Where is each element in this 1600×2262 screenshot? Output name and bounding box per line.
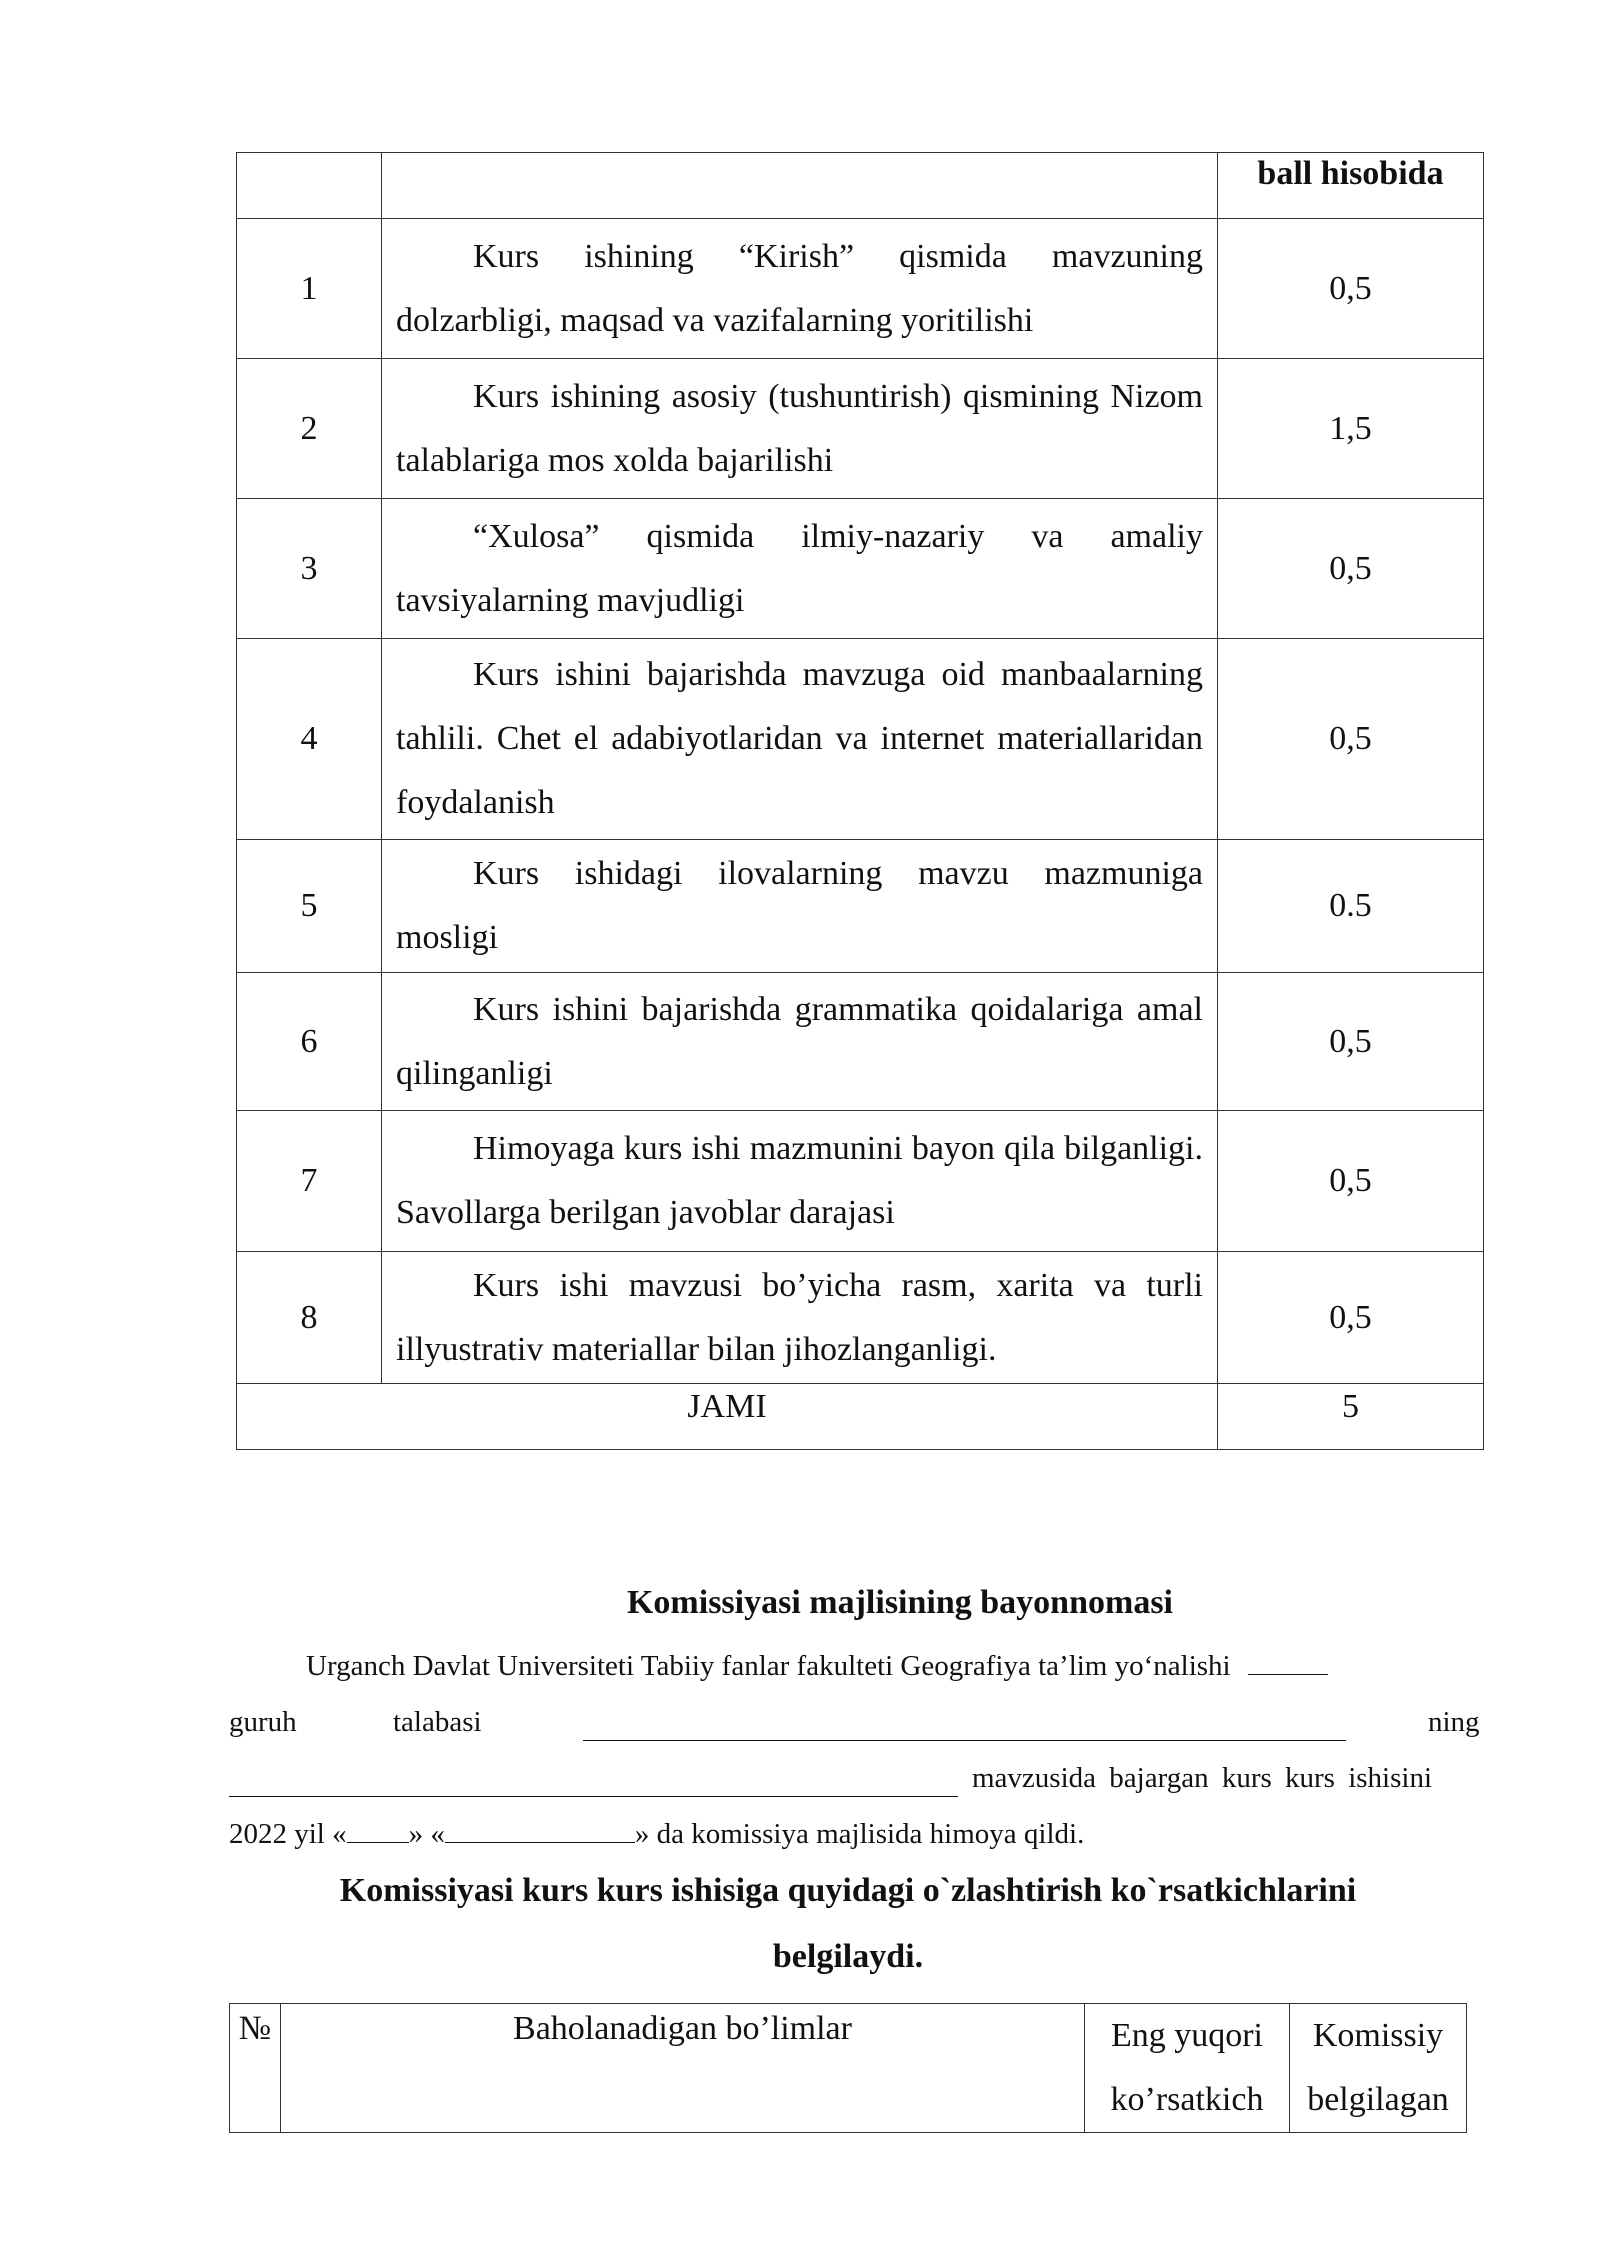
criterion-text: Kurs ishining “Kirish” qismida mavzuning dolzarbligi, maqsad va vazifalarning yoritilishi	[396, 237, 1203, 339]
student-label: talabasi	[393, 1706, 482, 1738]
direction-blank	[1248, 1650, 1328, 1675]
criterion-text: Kurs ishidagi ilovalarning mavzu mazmuniga mosligi	[396, 855, 1203, 956]
criterion-text: Kurs ishi mavzusi bo’yicha rasm, xarita va turli illyustrativ materiallar bilan jihozlanganligi.	[396, 1266, 1203, 1368]
score-cell: 0,5	[1218, 499, 1484, 639]
header-score-cell: ball hisobida	[1218, 153, 1484, 219]
date-suffix: » da komissiya majlisida himoya qildi.	[634, 1818, 1085, 1850]
score-cell: 0.5	[1218, 840, 1484, 973]
topic-text: mavzusida bajargan kurs kurs ishisini	[972, 1762, 1433, 1794]
protocol-line-3	[972, 1762, 1432, 1795]
row-number: 1	[237, 219, 382, 359]
score-cell: 0,5	[1218, 973, 1484, 1111]
criteria-header-row	[237, 153, 1484, 219]
score-cell: 0,5	[1218, 219, 1484, 359]
student-label-wrap	[393, 1706, 482, 1739]
criterion-cell	[382, 973, 1218, 1111]
criterion-text: Kurs ishini bajarishda mavzuga oid manbaalarning tahlili. Chet el adabiyotlaridan va internet materiallaridan foydalanish	[396, 656, 1203, 821]
row-number: 4	[237, 639, 382, 840]
criterion-cell	[382, 639, 1218, 840]
student-name-blank	[583, 1716, 1346, 1741]
table-row	[237, 359, 1484, 499]
row-number: 8	[237, 1252, 382, 1384]
score-cell: 0,5	[1218, 1111, 1484, 1252]
protocol-line-4	[229, 1818, 1084, 1851]
criterion-text: “Xulosa” qismida ilmiy-nazariy va amaliy tavsiyalarning mavjudligi	[396, 517, 1203, 619]
date-mid: » «	[408, 1818, 445, 1850]
date-prefix: 2022 yil «	[229, 1818, 347, 1850]
table-row	[237, 499, 1484, 639]
col-sections-header: Baholanadigan bo’limlar	[281, 2004, 1085, 2133]
university-text: Urganch Davlat Universiteti Tabiiy fanlar fakulteti Geografiya ta’lim yo‘nalishi	[306, 1650, 1231, 1682]
total-row	[237, 1384, 1484, 1450]
criterion-text: Himoyaga kurs ishi mazmunini bayon qila bilganligi. Savollarga berilgan javoblar darajasi	[396, 1130, 1203, 1231]
row-number: 7	[237, 1111, 382, 1252]
protocol-line-2	[229, 1706, 297, 1739]
score-cell: 0,5	[1218, 1252, 1484, 1384]
table-row	[237, 1252, 1484, 1384]
row-number: 6	[237, 973, 382, 1111]
score-cell: 0,5	[1218, 639, 1484, 840]
criterion-cell	[382, 1111, 1218, 1252]
criterion-text: Kurs ishini bajarishda grammatika qoidalariga amal qilinganligi	[396, 990, 1203, 1092]
table-row	[237, 1111, 1484, 1252]
criterion-text: Kurs ishining asosiy (tushuntirish) qismining Nizom talablariga mos xolda bajarilishi	[396, 377, 1203, 479]
total-label: JAMI	[237, 1384, 1218, 1450]
table-row	[237, 973, 1484, 1111]
criterion-cell	[382, 1252, 1218, 1384]
row-number: 3	[237, 499, 382, 639]
protocol-title: Komissiyasi majlisining bayonnomasi	[626, 1584, 1173, 1621]
col-number-header: №	[230, 2004, 281, 2133]
protocol-line-1	[306, 1650, 1328, 1683]
evaluation-header-row	[230, 2004, 1467, 2133]
topic-blank	[229, 1772, 958, 1797]
row-number: 2	[237, 359, 382, 499]
evaluation-table	[229, 2003, 1467, 2133]
criteria-table	[236, 152, 1484, 1450]
table-row	[237, 219, 1484, 359]
ning-label: ning	[1428, 1706, 1480, 1738]
row-number: 5	[237, 840, 382, 973]
score-cell: 1,5	[1218, 359, 1484, 499]
total-value: 5	[1218, 1384, 1484, 1450]
col-commission-header: Komissiy belgilagan	[1290, 2004, 1467, 2133]
group-label: guruh	[229, 1706, 297, 1738]
ning-wrap	[1428, 1706, 1480, 1739]
table-row	[237, 639, 1484, 840]
commission-heading-line-1: Komissiyasi kurs kurs ishisiga quyidagi o`zlashtirish ko`rsatkichlarini	[339, 1872, 1357, 1909]
day-blank	[347, 1818, 409, 1843]
table-row	[237, 840, 1484, 973]
criterion-cell	[382, 219, 1218, 359]
criterion-cell	[382, 499, 1218, 639]
col-max-header: Eng yuqori ko’rsatkich	[1085, 2004, 1290, 2133]
commission-heading-line-2: belgilaydi.	[772, 1938, 924, 1975]
month-blank	[445, 1818, 635, 1843]
header-empty-cell	[382, 153, 1218, 219]
header-empty-cell	[237, 153, 382, 219]
criterion-cell	[382, 359, 1218, 499]
criterion-cell	[382, 840, 1218, 973]
